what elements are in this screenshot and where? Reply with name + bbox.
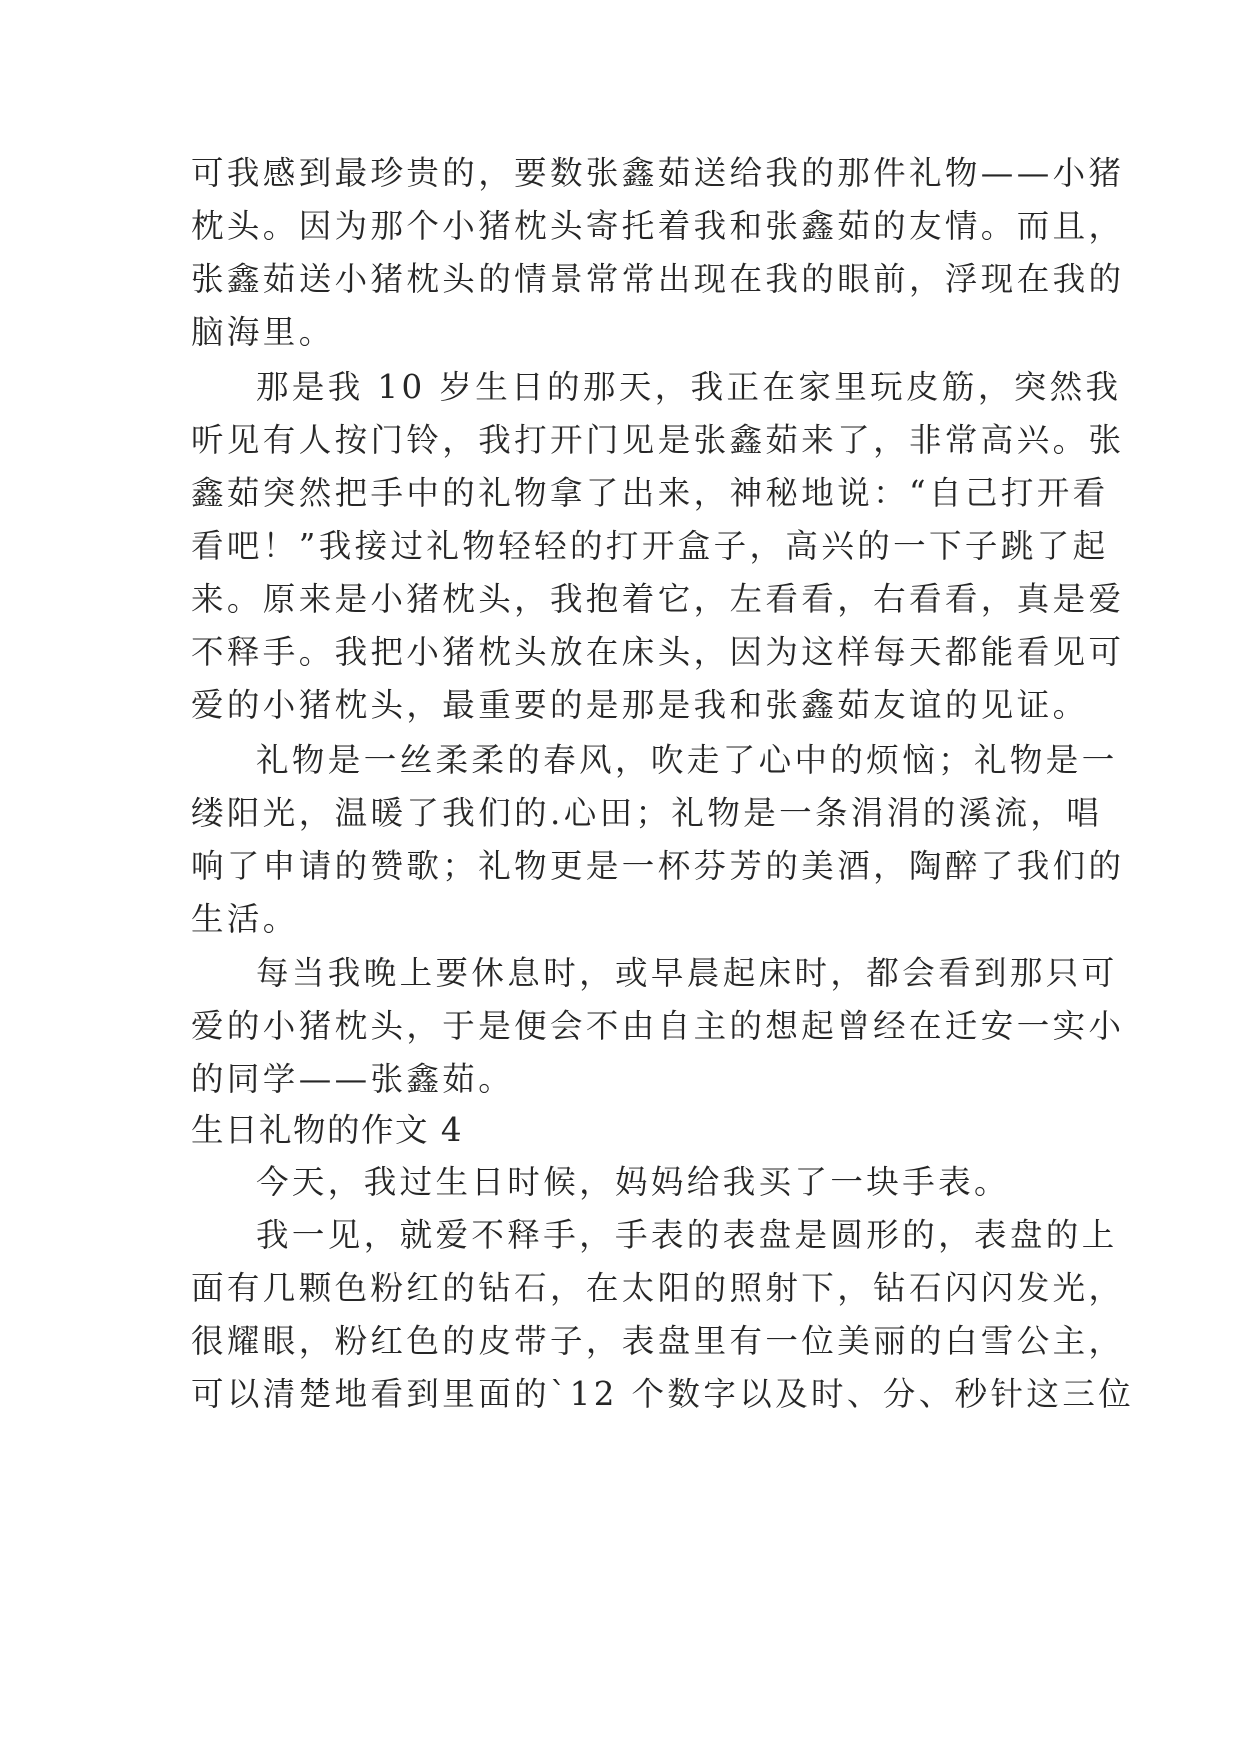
- text-line: 鑫茹突然把手中的礼物拿了出来，神秘地说：“自己打开看: [191, 474, 1109, 512]
- text-line: 不释手。我把小猪枕头放在床头，因为这样每天都能看见可: [191, 633, 1125, 671]
- text-line: 脑海里。: [191, 313, 335, 351]
- text-line: 面有几颗色粉红的钻石，在太阳的照射下，钻石闪闪发光，: [191, 1269, 1125, 1307]
- text-line: 礼物是一丝柔柔的春风，吹走了心中的烦恼；礼物是一: [256, 741, 1118, 779]
- text-line: 的同学——张鑫茹。: [191, 1060, 515, 1098]
- text-line: 响了申请的赞歌；礼物更是一杯芬芳的美酒，陶醉了我们的: [191, 847, 1125, 885]
- text-line: 每当我晚上要休息时，或早晨起床时，都会看到那只可: [256, 954, 1118, 992]
- text-line: 那是我 10 岁生日的那天，我正在家里玩皮筋，突然我: [256, 368, 1122, 406]
- text-line: 缕阳光，温暖了我们的.心田；礼物是一条涓涓的溪流，唱: [191, 794, 1103, 832]
- text-line: 今天，我过生日时候，妈妈给我买了一块手表。: [256, 1163, 1010, 1201]
- text-line: 生活。: [191, 900, 299, 938]
- text-line: 爱的小猪枕头，最重要的是那是我和张鑫茹友谊的见证。: [191, 686, 1089, 724]
- text-line: 枕头。因为那个小猪枕头寄托着我和张鑫茹的友情。而且，: [191, 207, 1125, 245]
- section-heading: 生日礼物的作文 4: [191, 1111, 464, 1149]
- text-line: 我一见，就爱不释手，手表的表盘是圆形的，表盘的上: [256, 1216, 1118, 1254]
- text-line: 爱的小猪枕头，于是便会不由自主的想起曾经在迁安一实小: [191, 1007, 1125, 1045]
- text-line: 张鑫茹送小猪枕头的情景常常出现在我的眼前，浮现在我的: [191, 260, 1125, 298]
- text-line: 听见有人按门铃，我打开门见是张鑫茹来了，非常高兴。张: [191, 421, 1125, 459]
- text-line: 很耀眼，粉红色的皮带子，表盘里有一位美丽的白雪公主，: [191, 1322, 1125, 1360]
- text-line: 来。原来是小猪枕头，我抱着它，左看看，右看看，真是爱: [191, 580, 1125, 618]
- text-line: 可以清楚地看到里面的`12 个数字以及时、分、秒针这三位: [191, 1375, 1135, 1413]
- text-line: 看吧！”我接过礼物轻轻的打开盒子，高兴的一下子跳了起: [191, 527, 1109, 565]
- text-line: 可我感到最珍贵的，要数张鑫茹送给我的那件礼物——小猪: [191, 154, 1125, 192]
